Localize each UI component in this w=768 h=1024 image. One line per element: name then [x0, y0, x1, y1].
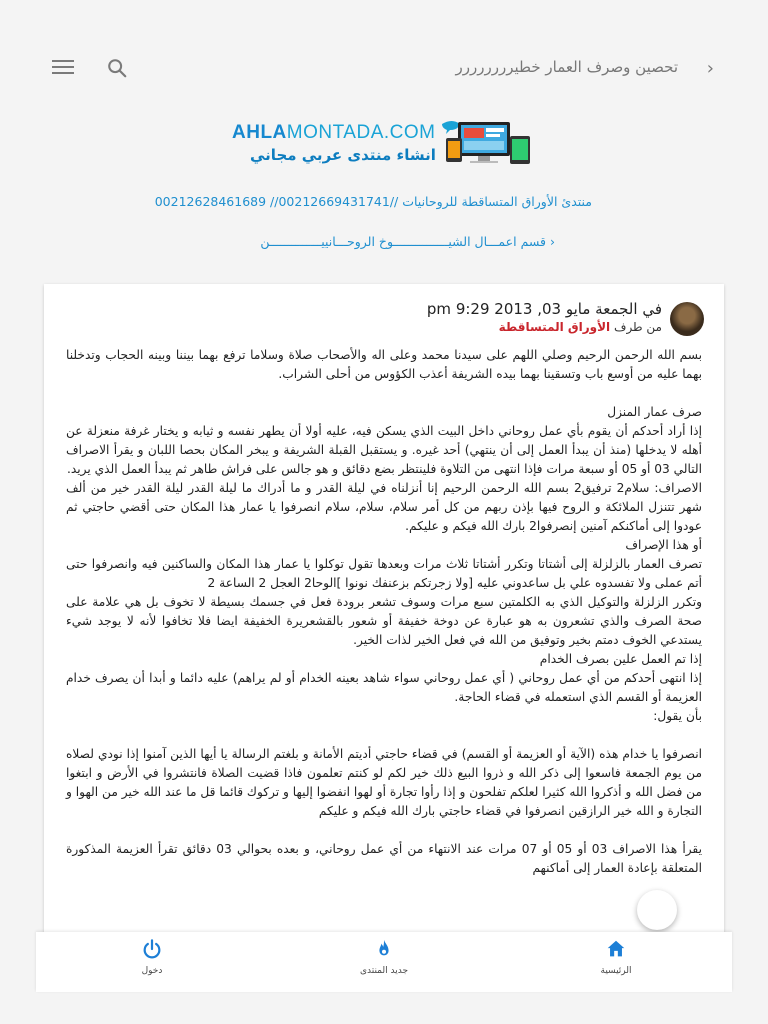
- flame-icon: [373, 938, 395, 960]
- home-icon: [605, 938, 627, 960]
- post-paragraph: إذا أراد أحدكم أن يقوم بأي عمل روحاني داخل البيت الذي يسكن فيه، عليه أولا أن يطهر نفسه و ثيابه و يختار غرفة منعزلة عن أهله لا يدخلها (منذ أن يبدأ العمل إلى أن ينتهي) أحد غيره. و يستقبل القبلة الشريفة و يبخر المكان بحصا اللبان و يقرأ الاصراف التالي 03 أو 05 أو سبعة مرات فإذا انتهى من التلاوة فلينتظر بضع دقائق و هو جالس على فراش طاهر ثم يبدأ العمل الذي يريد.: [66, 424, 702, 476]
- site-banner[interactable]: [232, 118, 532, 170]
- post-author[interactable]: الأوراق المتساقطة: [498, 320, 611, 334]
- post-paragraph: صرف عمار المنزل: [607, 405, 702, 419]
- user-avatar[interactable]: [670, 302, 704, 336]
- nav-home-label: الرئيسية: [600, 966, 632, 976]
- page-title: تحصين وصرف العمار خطيرررررررر: [455, 58, 678, 76]
- paragraph-gap: [66, 726, 702, 745]
- post-card: [44, 284, 724, 944]
- post-paragraph: تصرف العمار بالزلزلة إلى أشتاتا وتكرر أشتاتا ثلاث مرات وبعدها تقول توكلوا يا عمار هذا المكان والساكنين فيه وانصرفوا حتى أتم عملى ولا تفسدوه علي بل ساعدوني عليه [ولا زجرتكم بزعنفك نونوا ]الوحا2 العجل 2 الساعة 2: [66, 557, 702, 590]
- top-bar: [0, 0, 768, 110]
- search-icon[interactable]: [106, 57, 128, 79]
- paragraph-gap: [66, 821, 702, 840]
- post-author-line: [499, 320, 662, 334]
- power-icon: [141, 938, 163, 960]
- post-paragraph: بسم الله الرحمن الرحيم وصلي اللهم على سيدنا محمد وعلى اله والأصحاب صلاة وسلاما ترفع بهما بيننا وبينه الحجاب وتدخلنا بهما عليه من أوسع باب وتسقينا بهما بيده الشريفة أعذب الكؤوس من أحلى الشراب.: [66, 348, 702, 381]
- forum-link[interactable]: منتدئ الأوراق المتساقطة للروحانيات //00212669431741// 00212628461689: [154, 194, 592, 209]
- post-paragraph: إذا انتهى أحدكم من أي عمل روحاني ( أي عمل روحاني سواء شاهد بعينه الخدام أو لم يراهم) عليه دائما و أبدا أن يصرف خدام العزيمة أو القسم الذي استعمله في قضاء الحاجة.: [66, 671, 702, 704]
- bottom-nav: [36, 932, 732, 992]
- logo-part-2: MONTADA.COM: [286, 122, 436, 143]
- nav-new-posts-label: جديد المنتدى: [359, 966, 409, 976]
- paragraph-gap: [66, 384, 702, 403]
- post-paragraph: الاصراف: سلام2 ترفيق2 بسم الله الرحمن الرحيم إنا أنزلناه في ليلة القدر و ما أدراك ما ليلة القدر ليلة القدر خير من ألف شهر تتنزل الملائكة و الروح فيها بإذن ربهم من كل أمر سلام، سلام، سلام انصرفوا يا عمار هذا المكان حتى أقضي حاجتي ثم عودوا إلى أماكنكم آمنين إنصرفوا2 بارك الله فيكم و عليكم.: [66, 481, 702, 533]
- banner-tagline: انشاء منتدى عربي مجاني: [250, 146, 436, 164]
- post-paragraph: انصرفوا يا خدام هذه (الآية أو العزيمة أو القسم) في قضاء حاجتي أديتم الأمانة و بلغتم الرسالة يا أيها الذين آمنوا إذا نودي لصلاه من يوم الجمعة فاسعوا إلى ذكر الله و ذروا البيع ذلك خير لكم لو كنتم تعلمون فاذا قضيت الصلاة فانتشروا في الأرض و ابتغوا من فضل الله و أذكروا الله كثيرا لعلكم تفلحون و إذا رأوا تجارة أو لهوا انفضوا إليها و تركوك قائما قل ما عند الله خير من الهوا و التجارة و الله خير الرازقين انصرفوا في قضاء حاجتي بارك الله فيكم و عليكم: [66, 747, 702, 818]
- logo-part-1: AHLA: [232, 122, 287, 143]
- scroll-top-button[interactable]: [637, 890, 677, 930]
- author-prefix: من طرف: [614, 320, 662, 334]
- nav-home[interactable]: [566, 938, 666, 976]
- post-paragraph: بأن يقول:: [653, 709, 702, 723]
- chevron-left-icon: ‹: [546, 234, 555, 249]
- nav-login-label: دخول: [141, 966, 163, 976]
- section-link-label: قسم اعمـــال الشيـــــــــــــــوخ الروحـــانييــــــــــــــن: [260, 234, 547, 249]
- nav-login[interactable]: [102, 938, 202, 976]
- nav-new-posts[interactable]: [334, 938, 434, 976]
- post-body: [66, 346, 702, 878]
- site-logo: [232, 122, 435, 144]
- section-link[interactable]: [260, 234, 555, 249]
- chevron-right-icon[interactable]: ›: [706, 58, 714, 79]
- post-paragraph: أو هذا الإصراف: [625, 538, 702, 552]
- post-paragraph: إذا تم العمل علين بصرف الخدام: [539, 652, 702, 666]
- post-paragraph: يقرأ هذا الاصراف 03 أو 05 أو 07 مرات عند الانتهاء من أي عمل روحاني، و بعده بحوالي 03 دقائق تقرأ العزيمة المذكورة المتعلقة بإعادة العمار إلى أماكنهم: [66, 842, 702, 875]
- post-date: في الجمعة مايو 03, 2013 9:29 pm: [426, 300, 662, 318]
- post-paragraph: وتكرر الزلزلة والتوكيل الذي به الكلمتين سبع مرات وسوف تشعر برودة فعل في جسمك بسيطة لا تخوف بل هي علامة على صحة الصرف والذي تشعرون به هو عبارة عن دوخة خفيفة أو شعور بالقشعريرة الخفيفة ايضا فلا تخافوا لأنه لا يوجد شيء يستدعي الخوف دمتم بخير وتوفيق من الله في فعل الخير لذات الخير.: [66, 595, 702, 647]
- devices-illustration-icon: [440, 118, 532, 166]
- hamburger-menu-icon[interactable]: [52, 60, 74, 76]
